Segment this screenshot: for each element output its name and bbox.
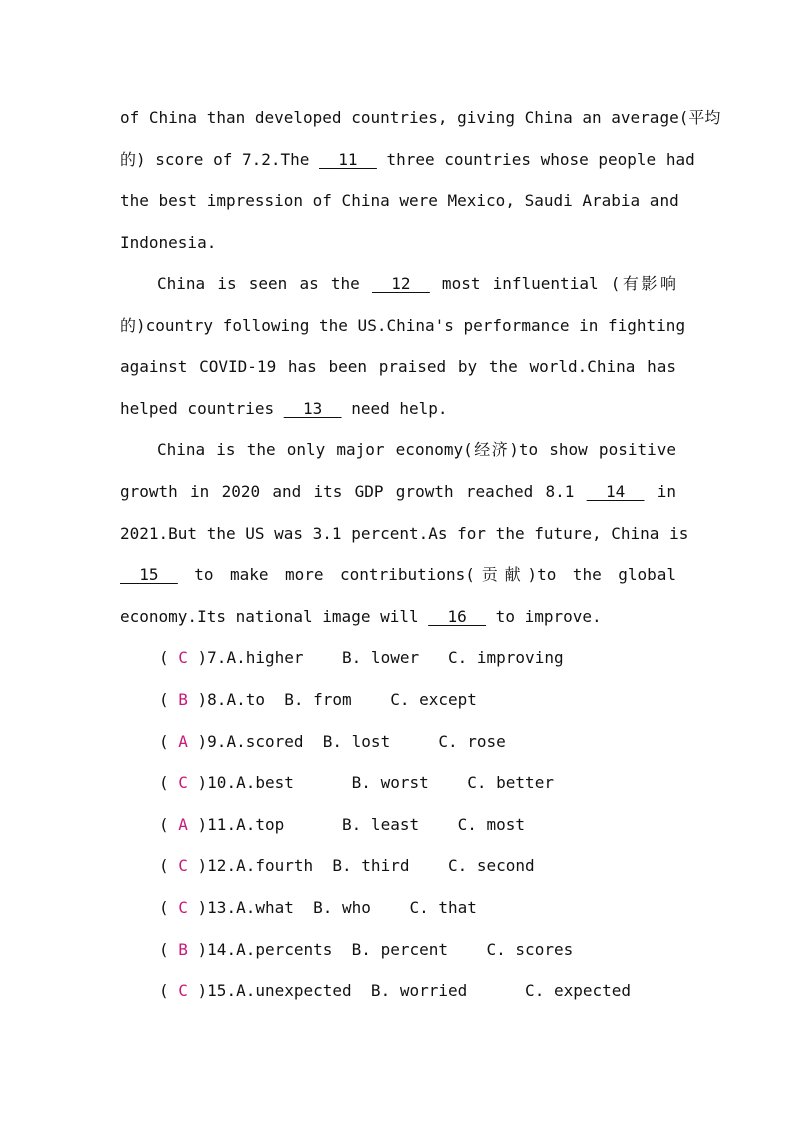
option-text: 13.A.what B. who C. that	[207, 898, 477, 917]
text: three countries whose people had	[376, 150, 695, 169]
text: need help.	[341, 399, 448, 418]
passage-line	[120, 524, 689, 544]
option-row: ( A )9.A.scored B. lost C. rose	[159, 732, 506, 751]
blank-12: __12__	[371, 274, 430, 293]
text: of China than developed countries, giving China an average(平均	[120, 108, 721, 127]
blank-16: __16__	[428, 607, 487, 626]
answer: C	[178, 648, 188, 667]
option-row: ( C )7.A.higher B. lower C. improving	[159, 648, 564, 667]
answer: A	[178, 732, 188, 751]
passage-line	[120, 108, 721, 128]
text: economy.Its national image will	[120, 607, 429, 626]
text: China is the only major economy(经济)to show positive	[157, 440, 676, 459]
answer: C	[178, 856, 188, 875]
passage-line	[120, 191, 679, 211]
passage-line	[120, 482, 676, 502]
answer: C	[178, 981, 188, 1000]
text: 的) score of 7.2.The	[120, 150, 320, 169]
answer: C	[178, 898, 188, 917]
option-text: 11.A.top B. least C. most	[207, 815, 526, 834]
option-text: 10.A.best B. worst C. better	[207, 773, 554, 792]
answer: A	[178, 815, 188, 834]
option-row: ( B )8.A.to B. from C. except	[159, 690, 477, 709]
blank-13: __13__	[283, 399, 342, 418]
passage-line	[120, 399, 676, 419]
option-row: ( C )12.A.fourth B. third C. second	[159, 856, 535, 875]
answer: B	[178, 940, 188, 959]
blank-15: __15__	[120, 565, 178, 584]
passage-line	[120, 607, 676, 627]
text: to improve.	[486, 607, 602, 626]
answer: C	[178, 773, 188, 792]
option-text: 12.A.fourth B. third C. second	[207, 856, 535, 875]
option-row: ( B )14.A.percents B. percent C. scores	[159, 940, 574, 959]
text: in	[644, 482, 677, 501]
option-row: ( C )15.A.unexpected B. worried C. expected	[159, 981, 632, 1000]
passage-line	[120, 150, 695, 170]
text: to make more contributions(贡献)to the global	[177, 565, 676, 584]
passage-line	[120, 357, 676, 377]
option-text: 9.A.scored B. lost C. rose	[207, 732, 506, 751]
text: the best impression of China were Mexico, Saudi Arabia and	[120, 191, 679, 210]
option-row: ( A )11.A.top B. least C. most	[159, 815, 526, 834]
option-text: 14.A.percents B. percent C. scores	[207, 940, 574, 959]
option-text: 8.A.to B. from C. except	[207, 690, 477, 709]
option-text: 7.A.higher B. lower C. improving	[207, 648, 564, 667]
text: helped countries	[120, 399, 284, 418]
option-text: 15.A.unexpected B. worried C. expected	[207, 981, 632, 1000]
passage-line	[157, 274, 676, 294]
blank-11: __11__	[319, 150, 377, 169]
text: most influential (有影响	[429, 274, 676, 293]
text: 2021.But the US was 3.1 percent.As for the future, China is	[120, 524, 689, 543]
answer: B	[178, 690, 188, 709]
passage-line	[120, 233, 676, 253]
passage-line	[157, 440, 676, 460]
option-row: ( C )13.A.what B. who C. that	[159, 898, 477, 917]
option-row: ( C )10.A.best B. worst C. better	[159, 773, 554, 792]
blank-14: __14__	[586, 482, 645, 501]
text: 的)country following the US.China's performance in fighting	[120, 316, 686, 335]
text: growth in 2020 and its GDP growth reached 8.1	[120, 482, 587, 501]
text: against COVID-19 has been praised by the world.China has	[120, 357, 676, 376]
text: Indonesia.	[120, 233, 217, 252]
passage-line	[120, 565, 676, 585]
passage-line	[120, 316, 686, 336]
text: China is seen as the	[157, 274, 372, 293]
